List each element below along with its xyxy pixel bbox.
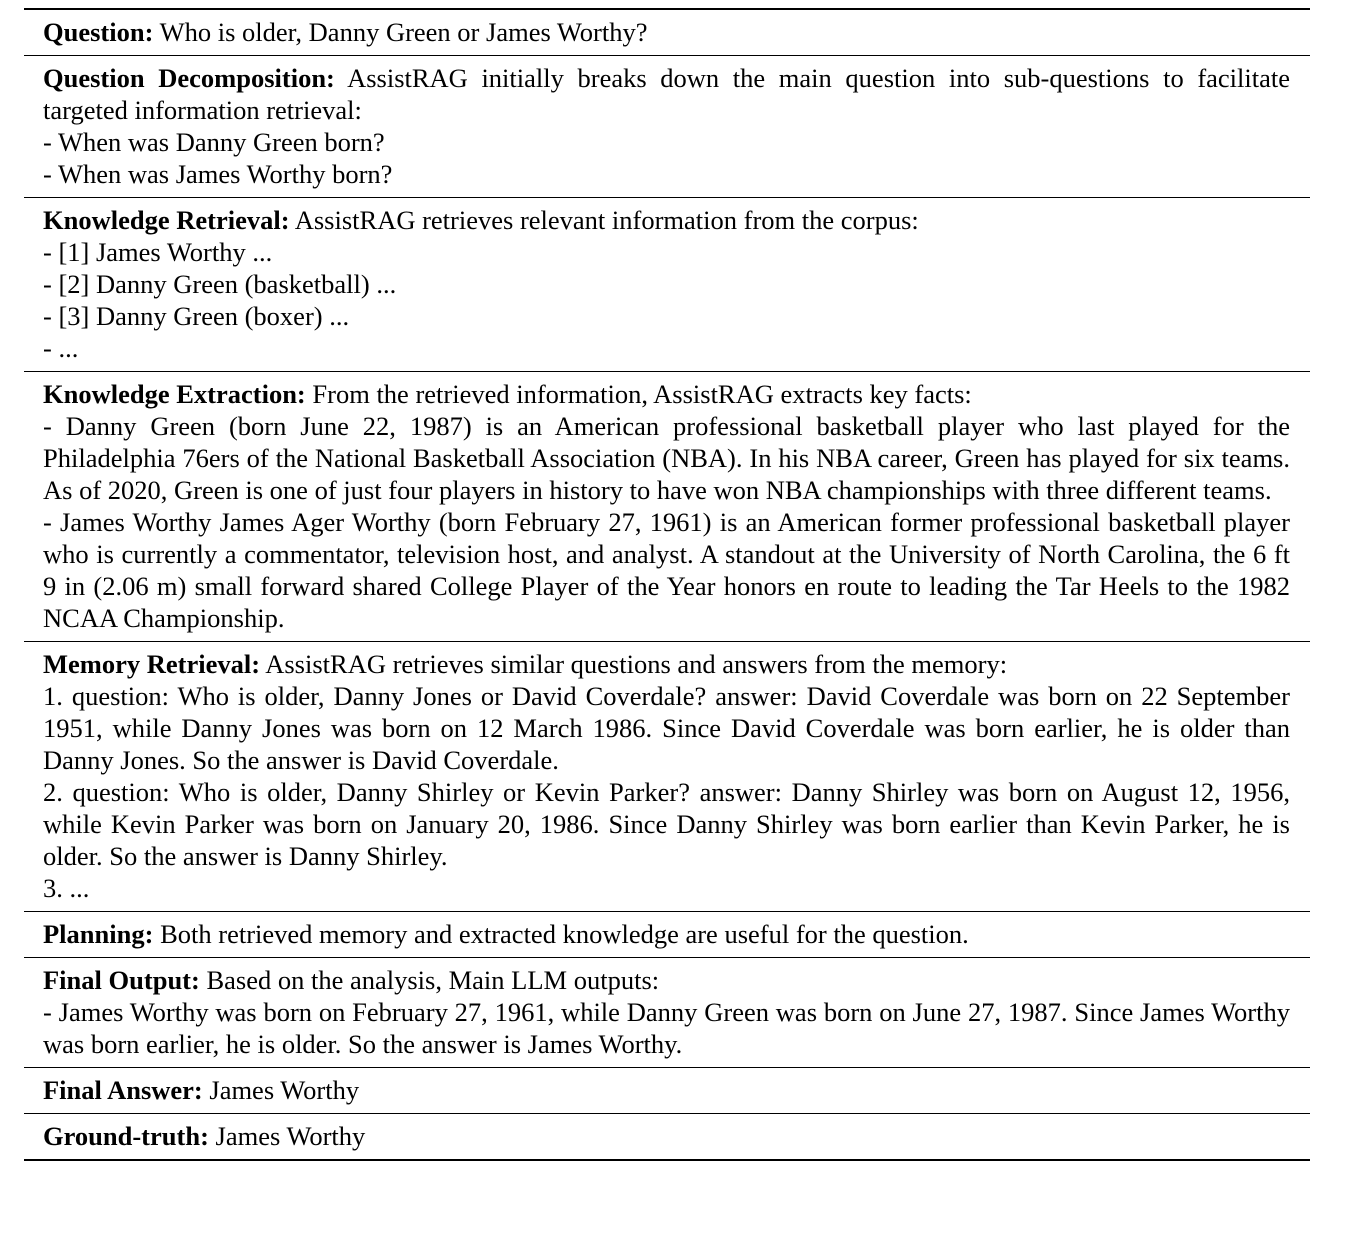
memory-item: 3. ...	[43, 873, 90, 903]
memory-item: 1. question: Who is older, Danny Jones or David Coverdale? answer: David Coverdale was born on 22 September 1951, while Danny Jones was born on 12 March 1986. Since David Coverdale was born earlier, he is older than Danny Jones. So the answer is David Coverdale.	[43, 681, 1290, 775]
decomposition-row	[24, 55, 1310, 197]
ground-truth-row	[24, 1113, 1310, 1159]
extracted-fact-item: - Danny Green (born June 22, 1987) is an American professional basketball player who last played for the Philadelphia 76ers of the National Basketball Association (NBA). In his NBA career, Green has played for six teams. As of 2020, Green is one of just four players in history to have won NBA championships with three different teams.	[43, 411, 1290, 505]
retrieval-text: AssistRAG retrieves relevant information from the corpus:	[294, 205, 919, 235]
decomposition-text: AssistRAG initially breaks down the main question into sub-questions to facilitate targeted information retrieval:	[43, 63, 1291, 125]
extraction-label: Knowledge Extraction:	[43, 379, 306, 409]
planning-label: Planning:	[43, 919, 154, 949]
memory-text: AssistRAG retrieves similar questions and answers from the memory:	[265, 649, 1008, 679]
retrieved-doc-item: - [2] Danny Green (basketball) ...	[43, 269, 397, 299]
question-row	[24, 10, 1310, 55]
question-text: Who is older, Danny Green or James Worthy?	[159, 17, 648, 47]
planning-text: Both retrieved memory and extracted knowledge are useful for the question.	[160, 919, 969, 949]
final-output-text: Based on the analysis, Main LLM outputs:	[206, 965, 660, 995]
decomposition-label: Question Decomposition:	[43, 63, 335, 93]
final-output-item: - James Worthy was born on February 27, 1961, while Danny Green was born on June 27, 1987. Since James Worthy was born earlier, he is older. So the answer is James Worthy.	[43, 997, 1290, 1059]
ground-truth-text: James Worthy	[215, 1121, 366, 1151]
ground-truth-label: Ground-truth:	[43, 1121, 209, 1151]
memory-item: 2. question: Who is older, Danny Shirley or Kevin Parker? answer: Danny Shirley was born on August 12, 1956, while Kevin Parker was born on January 20, 1986. Since Danny Shirley was born earlier than Kevin Parker, he is older. So the answer is Danny Shirley.	[43, 777, 1290, 871]
extraction-text: From the retrieved information, AssistRAG extracts key facts:	[312, 379, 972, 409]
sub-question-item: - When was Danny Green born?	[43, 127, 385, 157]
case-study-table	[24, 8, 1310, 1161]
memory-label: Memory Retrieval:	[43, 649, 261, 679]
memory-row	[24, 641, 1310, 911]
final-answer-label: Final Answer:	[43, 1075, 203, 1105]
final-output-row	[24, 957, 1310, 1067]
retrieved-doc-item: - [3] Danny Green (boxer) ...	[43, 301, 350, 331]
extracted-fact-item: - James Worthy James Ager Worthy (born February 27, 1961) is an American former professional basketball player who is currently a commentator, television host, and analyst. A standout at the University of North Carolina, the 6 ft 9 in (2.06 m) small forward shared College Player of the Year honors en route to leading the Tar Heels to the 1982 NCAA Championship.	[43, 507, 1290, 633]
final-answer-row	[24, 1067, 1310, 1113]
extraction-row	[24, 371, 1310, 641]
retrieval-row	[24, 197, 1310, 371]
retrieval-label: Knowledge Retrieval:	[43, 205, 290, 235]
retrieved-doc-item: - [1] James Worthy ...	[43, 237, 273, 267]
planning-row	[24, 911, 1310, 957]
sub-question-item: - When was James Worthy born?	[43, 159, 393, 189]
question-label: Question:	[43, 17, 154, 47]
retrieved-doc-item: - ...	[43, 333, 79, 363]
final-answer-text: James Worthy	[209, 1075, 360, 1105]
final-output-label: Final Output:	[43, 965, 200, 995]
